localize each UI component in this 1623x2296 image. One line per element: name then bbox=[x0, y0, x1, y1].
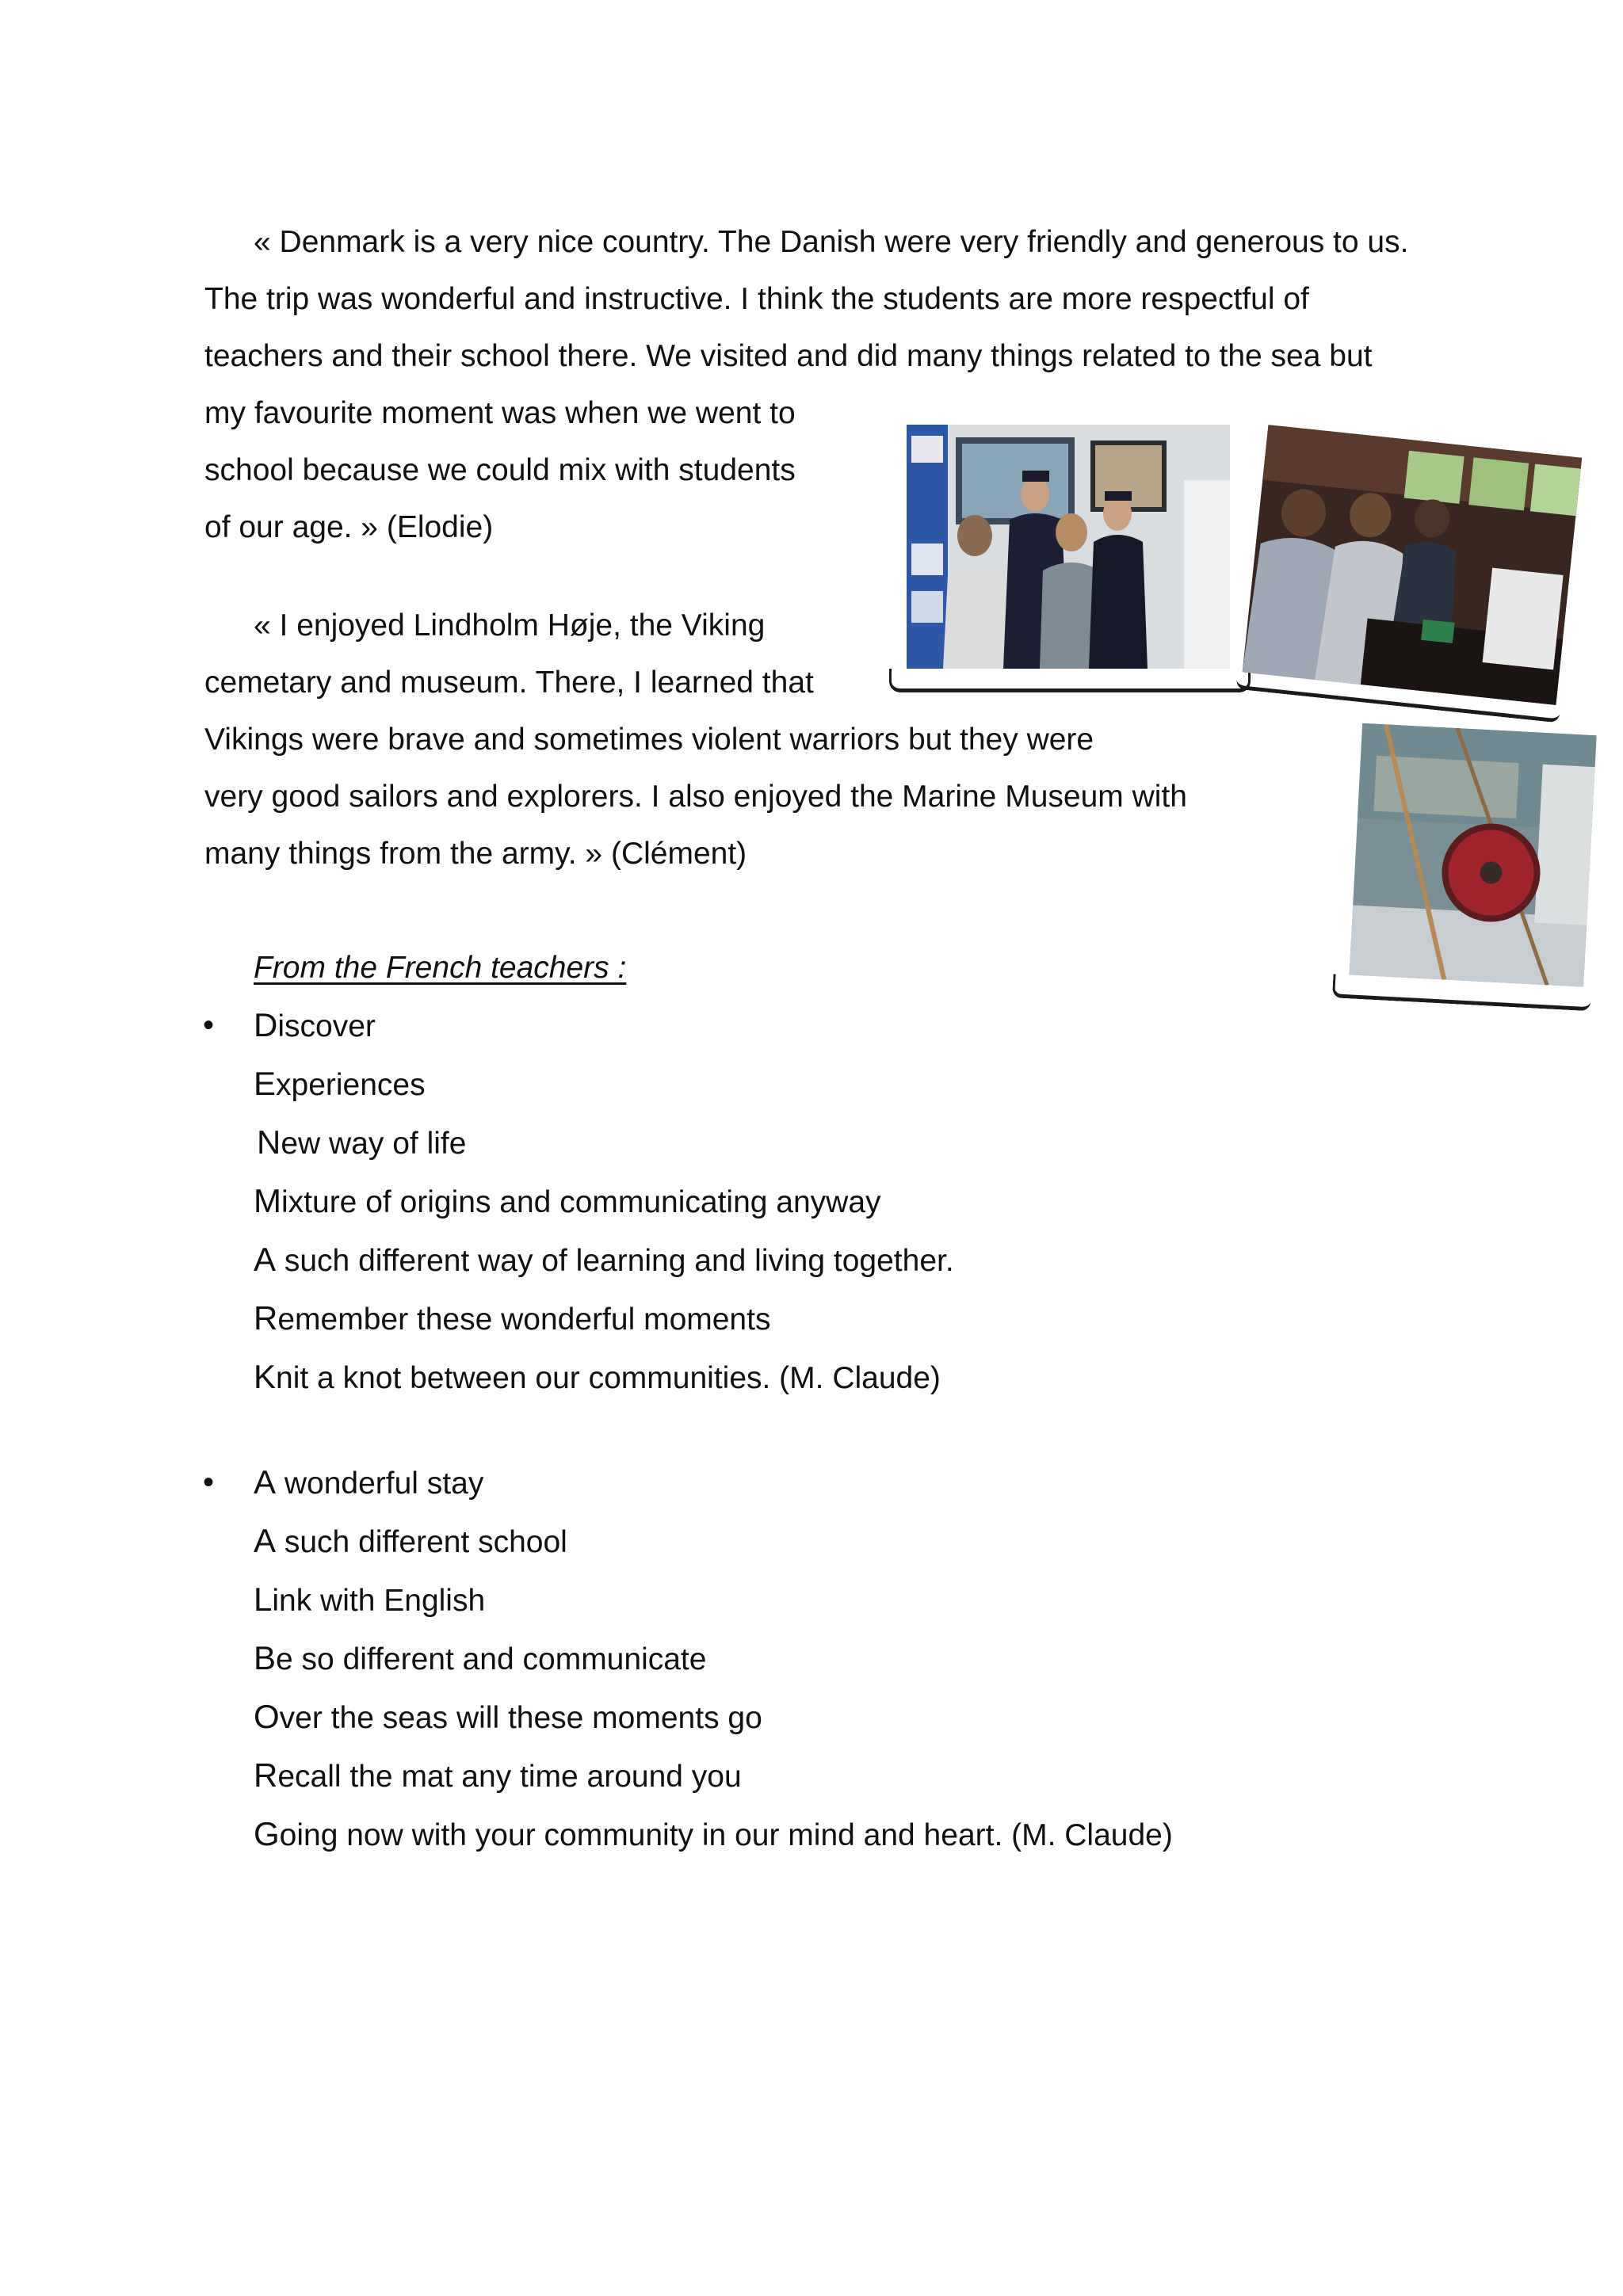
text-line: school because we could mix with students bbox=[204, 453, 796, 487]
list-item: Going now with your community in our mind and heart. (M. Claude) bbox=[254, 1815, 1173, 1852]
list-item: Knit a knot between our communities. (M. Claude) bbox=[254, 1358, 941, 1395]
acrostic-aalborg bbox=[254, 1454, 1173, 1864]
photo-image bbox=[1243, 425, 1583, 705]
list-item: Mixture of origins and communicating anyway bbox=[254, 1182, 881, 1219]
list-item: Recall the mat any time around you bbox=[254, 1756, 742, 1794]
photo-ship-bridge bbox=[1235, 421, 1587, 723]
text-line: many things from the army. » (Clément) bbox=[204, 837, 747, 871]
bullet-icon: • bbox=[203, 1465, 215, 1500]
photo-viking-shield bbox=[1332, 718, 1605, 1012]
text-line: The trip was wonderful and instructive. I think the students are more respectful of bbox=[204, 282, 1309, 316]
list-item: Discover bbox=[254, 1006, 376, 1043]
list-item: Link with English bbox=[254, 1581, 486, 1618]
text-line: « I enjoyed Lindholm Høje, the Viking bbox=[254, 608, 766, 643]
list-item: Remember these wonderful moments bbox=[254, 1299, 771, 1337]
list-item: Experiences bbox=[254, 1065, 426, 1102]
list-item: New way of life bbox=[257, 1123, 467, 1161]
photo-image bbox=[1350, 723, 1597, 987]
text-line: teachers and their school there. We visited and did many things related to the sea but bbox=[204, 339, 1373, 373]
list-item: Be so different and communicate bbox=[254, 1639, 707, 1676]
text-line: cemetary and museum. There, I learned that bbox=[204, 666, 814, 700]
text-line: my favourite moment was when we went to bbox=[204, 396, 796, 430]
bullet-icon: • bbox=[203, 1008, 215, 1043]
photo-image bbox=[907, 425, 1230, 669]
text-line: very good sailors and explorers. I also enjoyed the Marine Museum with bbox=[204, 780, 1187, 814]
list-item: Over the seas will these moments go bbox=[254, 1698, 762, 1735]
photo-students-officers bbox=[889, 420, 1251, 692]
list-item: A such different way of learning and living together. bbox=[254, 1241, 954, 1278]
text-line: of our age. » (Elodie) bbox=[204, 510, 494, 544]
acrostic-denmark bbox=[254, 997, 954, 1407]
list-item: A wonderful stay bbox=[254, 1463, 484, 1501]
text-line: « Denmark is a very nice country. The Danish were very friendly and generous to us. bbox=[254, 225, 1409, 259]
teachers-heading: From the French teachers : bbox=[254, 951, 627, 985]
list-item: A such different school bbox=[254, 1522, 567, 1559]
text-line: Vikings were brave and sometimes violent warriors but they were bbox=[204, 723, 1094, 757]
